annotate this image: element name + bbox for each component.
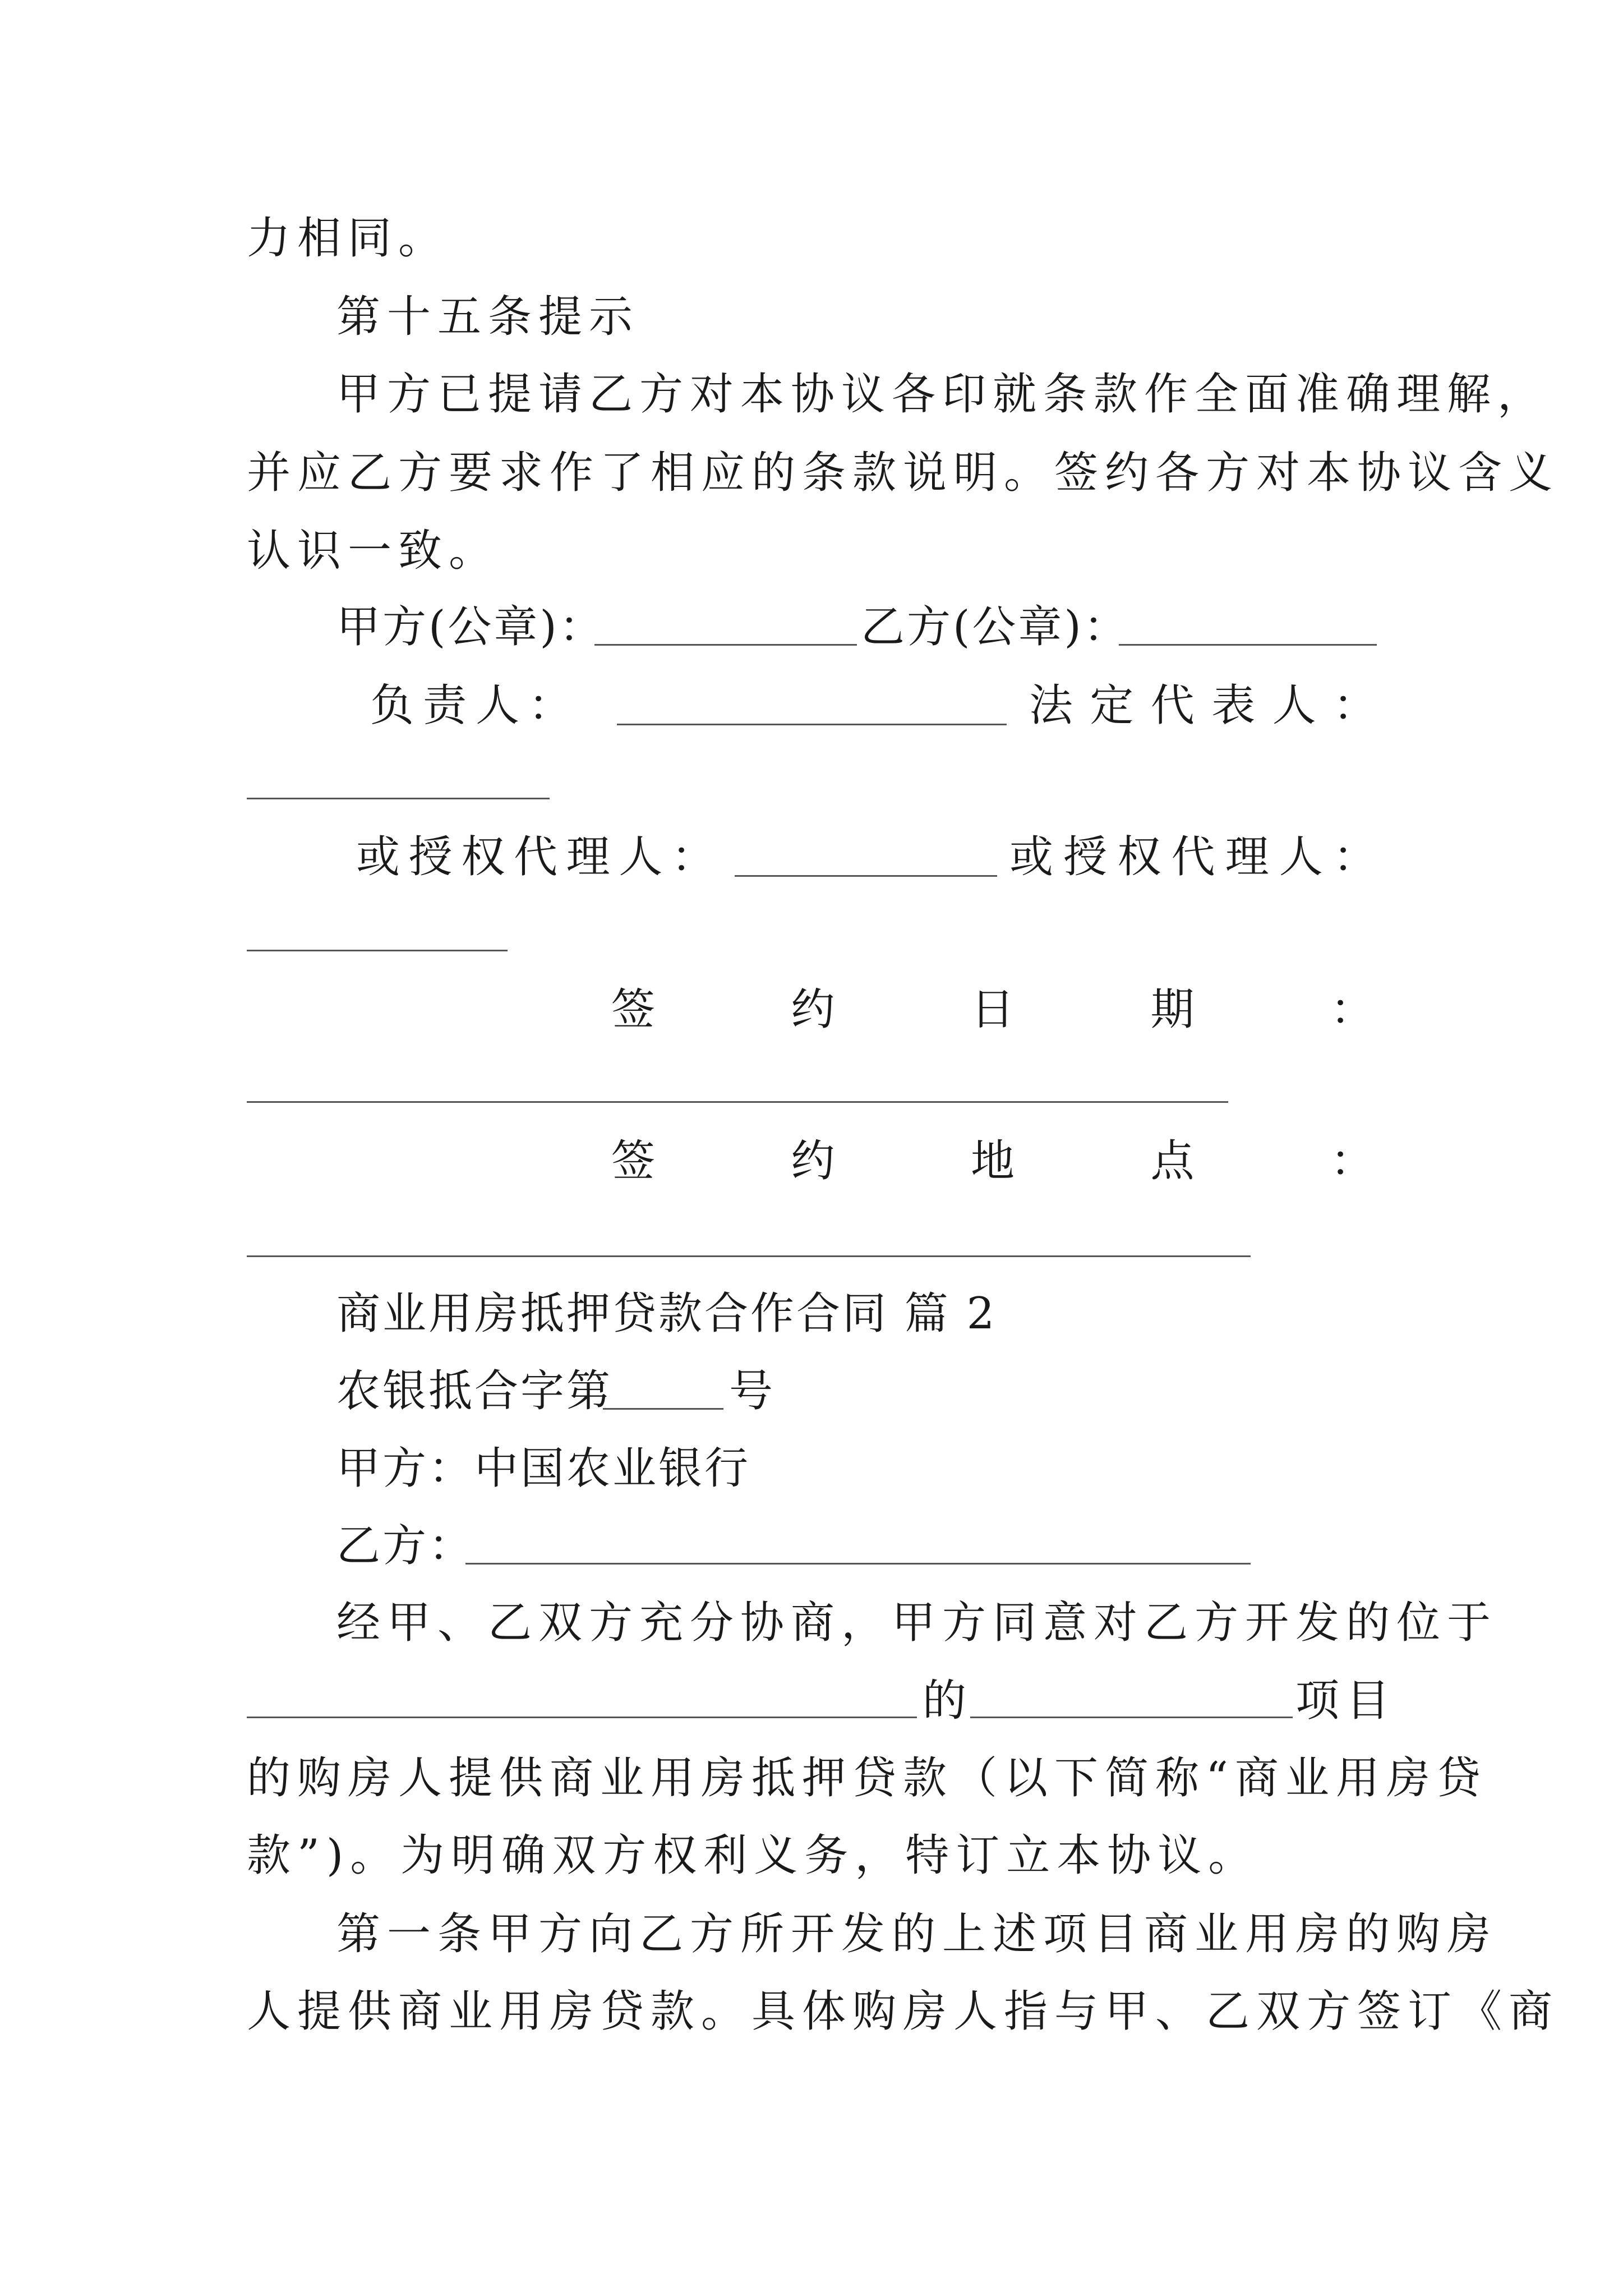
text-line: 力相同。 — [247, 213, 449, 264]
char: 签 — [611, 984, 656, 1035]
char: 约 — [791, 984, 835, 1035]
char: 理 — [566, 832, 610, 882]
signing-date-blank — [247, 1101, 1228, 1103]
char: ： — [528, 680, 572, 731]
authorized-agent-a-label — [356, 829, 715, 885]
signing-place-label — [611, 1133, 1374, 1189]
char: 授 — [1063, 832, 1108, 882]
party-a-seal-label: 甲方(公章)： — [336, 602, 605, 652]
char: 法 — [1029, 680, 1073, 731]
party-b-seal-blank — [1119, 644, 1377, 646]
char: 或 — [1009, 832, 1054, 882]
char: 负 — [370, 680, 414, 731]
char: ： — [1332, 832, 1377, 882]
party-b-blank — [465, 1563, 1251, 1565]
contract-title: 商业用房抵押贷款合作合同 篇 2 — [336, 1289, 997, 1339]
contract-number-suffix: 号 — [729, 1366, 780, 1416]
char: 权 — [461, 832, 505, 882]
responsible-person-left — [370, 678, 572, 734]
char: 签 — [611, 1136, 656, 1186]
char: 责 — [422, 680, 467, 731]
party-a-seal-blank — [594, 644, 857, 646]
char: ： — [1330, 984, 1374, 1035]
char: 权 — [1117, 832, 1161, 882]
char: ： — [1330, 1136, 1374, 1186]
signing-place-blank — [247, 1255, 1251, 1257]
signing-date-label — [611, 982, 1374, 1038]
char: 点 — [1150, 1136, 1195, 1186]
char: 代 — [1150, 680, 1195, 731]
text-line: 项目 — [1295, 1676, 1397, 1726]
text-line: 人提供商业用房贷款。具体购房人指与甲、乙双方签订《商 — [247, 1986, 1560, 2037]
char: 人 — [619, 832, 663, 882]
char: 定 — [1090, 680, 1134, 731]
text-line: 第一条甲方向乙方所开发的上述项目商业用房的购房 — [336, 1909, 1498, 1959]
char: 期 — [1150, 984, 1195, 1035]
char: 人 — [1279, 832, 1323, 882]
text-line: 的 — [923, 1676, 974, 1726]
location-blank — [247, 1717, 917, 1718]
authorized-agent-b-label — [1009, 829, 1377, 885]
party-a-name: 甲方：中国农业银行 — [336, 1443, 751, 1494]
responsible-person-blank — [617, 724, 1007, 725]
char: 表 — [1211, 680, 1256, 731]
char: 或 — [356, 832, 400, 882]
char: 约 — [791, 1136, 835, 1186]
section-heading: 第十五条提示 — [336, 292, 640, 342]
legal-representative-label — [1029, 678, 1377, 734]
char: 地 — [970, 1136, 1015, 1186]
text-line: 并应乙方要求作了相应的条款说明。签约各方对本协议含义 — [247, 448, 1560, 498]
char: 日 — [970, 984, 1015, 1035]
legal-representative-blank — [247, 798, 550, 799]
text-line: 经甲、乙双方充分协商，甲方同意对乙方开发的位于 — [336, 1598, 1498, 1648]
char: 代 — [1171, 832, 1215, 882]
char: 授 — [408, 832, 453, 882]
text-line: 甲方已提请乙方对本协议各印就条款作全面准确理解， — [336, 369, 1548, 420]
contract-number-blank — [603, 1408, 723, 1410]
char: ： — [1332, 680, 1377, 731]
party-b-seal-label: 乙方(公章)： — [861, 602, 1129, 652]
project-blank — [970, 1717, 1293, 1718]
text-line: 的购房人提供商业用房抵押贷款（以下简称“商业用房贷 — [247, 1753, 1487, 1803]
char: 人 — [475, 680, 519, 731]
text-line: 款”)。为明确双方权利义务，特订立本协议。 — [247, 1830, 1259, 1881]
authorized-agent-b-blank — [247, 950, 508, 951]
authorized-agent-a-blank — [735, 875, 997, 877]
char: 理 — [1225, 832, 1269, 882]
char: ： — [671, 832, 715, 882]
contract-number-label: 农银抵合字第 — [336, 1366, 613, 1416]
char: 人 — [1272, 680, 1316, 731]
char: 代 — [513, 832, 557, 882]
party-b-label: 乙方： — [336, 1521, 475, 1571]
text-line: 认识一致。 — [247, 526, 500, 576]
